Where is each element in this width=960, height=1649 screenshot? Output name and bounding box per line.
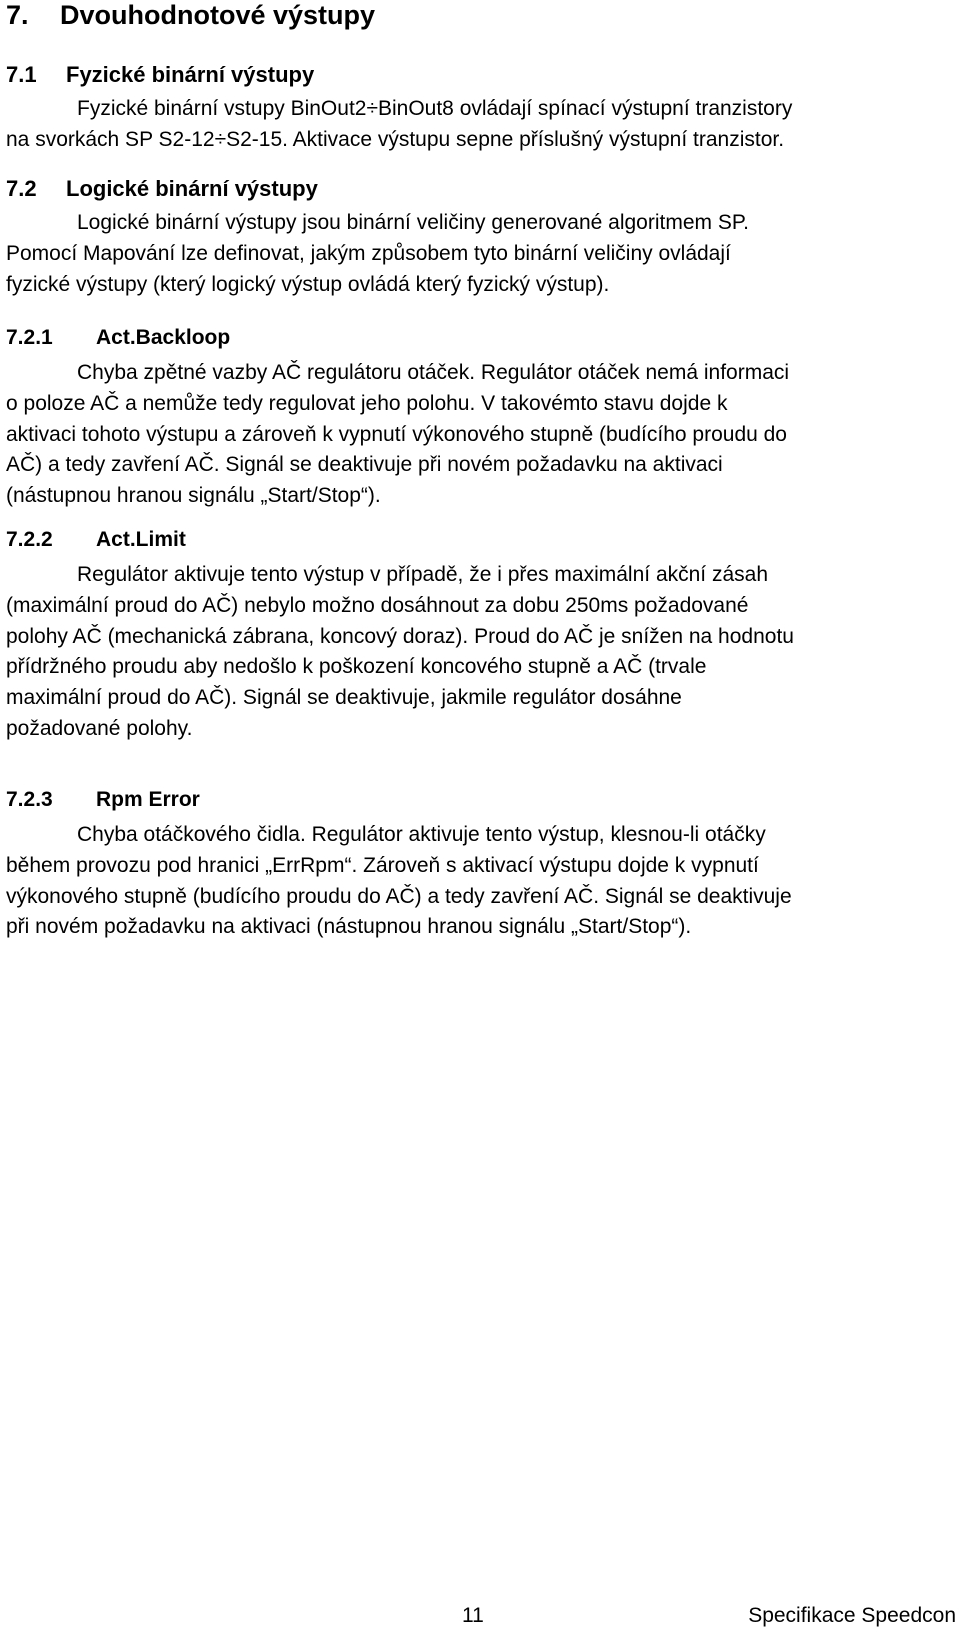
paragraph-line: během provozu pod hranici „ErrRpm“. Zároveň s aktivací výstupu dojde k vypnutí: [6, 853, 759, 877]
chapter-heading: [6, 0, 375, 31]
paragraph-line: Fyzické binární vstupy BinOut2÷BinOut8 ovládají spínací výstupní tranzistory: [77, 97, 793, 120]
section-7-2-paragraph: [6, 208, 956, 300]
section-7-1-paragraph: [6, 94, 956, 156]
section-7-2-2-paragraph: [6, 560, 956, 745]
subsection-heading-7-2-1: [6, 326, 230, 350]
paragraph-line: požadované polohy.: [6, 716, 193, 740]
paragraph-line: AČ) a tedy zavření AČ. Signál se deaktivuje při novém požadavku na aktivaci: [6, 453, 723, 477]
subsection-number: 7.2.1: [6, 326, 53, 349]
paragraph-line: na svorkách SP S2-12÷S2-15. Aktivace výstupu sepne příslušný výstupní tranzistor.: [6, 127, 785, 151]
subsection-title: Act.Limit: [96, 528, 186, 551]
section-title: Fyzické binární výstupy: [66, 62, 315, 87]
section-number: 7.1: [6, 62, 37, 87]
paragraph-line: maximální proud do AČ). Signál se deaktivuje, jakmile regulátor dosáhne: [6, 686, 682, 710]
paragraph-line: Regulátor aktivuje tento výstup v případě, že i přes maximální akční zásah: [77, 563, 769, 586]
paragraph-line: Logické binární výstupy jsou binární veličiny generované algoritmem SP.: [77, 211, 749, 234]
paragraph-line: (nástupnou hranou signálu „Start/Stop“).: [6, 484, 381, 508]
section-title: Logické binární výstupy: [66, 176, 318, 201]
section-7-2-1-paragraph: [6, 358, 956, 512]
paragraph-line: aktivaci tohoto výstupu a zároveň k vypnutí výkonového stupně (budícího proudu do: [6, 422, 787, 446]
section-7-2-3-paragraph: [6, 820, 956, 943]
paragraph-line: polohy AČ (mechanická zábrana, koncový doraz). Proud do AČ je snížen na hodnotu: [6, 624, 794, 648]
paragraph-line: (maximální proud do AČ) nebylo možno dosáhnout za dobu 250ms požadované: [6, 593, 749, 617]
paragraph-line: o poloze AČ a nemůže tedy regulovat jeho polohu. V takovémto stavu dojde k: [6, 391, 728, 415]
subsection-number: 7.2.3: [6, 788, 53, 811]
section-heading-7-1: [6, 62, 314, 88]
paragraph-line: při novém požadavku na aktivaci (nástupnou hranou signálu „Start/Stop“).: [6, 915, 692, 939]
paragraph-line: přídržného proudu aby nedošlo k poškození koncového stupně a AČ (trvale: [6, 655, 707, 679]
subsection-heading-7-2-3: [6, 788, 200, 812]
footer-document-title: Specifikace Speedcon: [748, 1604, 956, 1627]
page-number: 11: [462, 1604, 484, 1627]
subsection-number: 7.2.2: [6, 528, 53, 551]
paragraph-line: fyzické výstupy (který logický výstup ovládá který fyzický výstup).: [6, 272, 610, 296]
paragraph-line: výkonového stupně (budícího proudu do AČ) a tedy zavření AČ. Signál se deaktivuje: [6, 884, 792, 908]
chapter-number: 7.: [6, 0, 29, 30]
chapter-title: Dvouhodnotové výstupy: [60, 0, 376, 30]
section-number: 7.2: [6, 176, 37, 201]
paragraph-line: Pomocí Mapování lze definovat, jakým způsobem tyto binární veličiny ovládají: [6, 241, 731, 265]
subsection-title: Rpm Error: [96, 788, 200, 811]
paragraph-line: Chyba zpětné vazby AČ regulátoru otáček. Regulátor otáček nemá informaci: [77, 361, 790, 384]
subsection-title: Act.Backloop: [96, 326, 231, 349]
subsection-heading-7-2-2: [6, 528, 186, 552]
section-heading-7-2: [6, 176, 318, 202]
paragraph-line: Chyba otáčkového čidla. Regulátor aktivuje tento výstup, klesnou-li otáčky: [77, 823, 766, 846]
